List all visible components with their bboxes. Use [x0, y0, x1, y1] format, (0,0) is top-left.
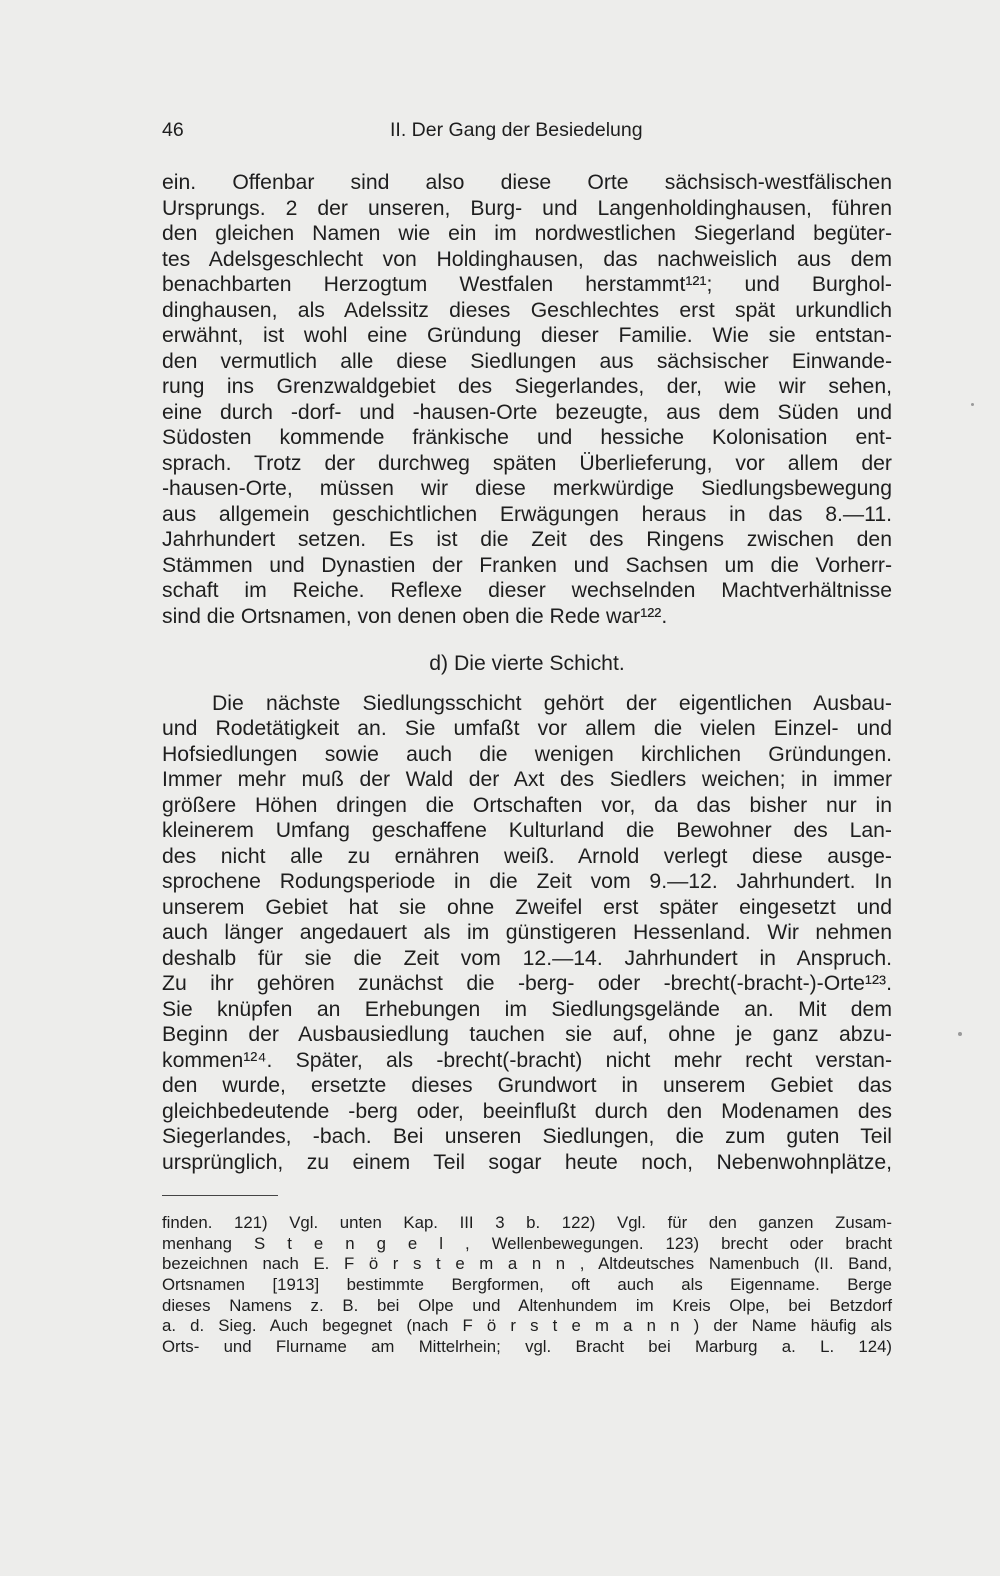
- text-line: Sie knüpfen an Erhebungen im Siedlungsgelände an. Mit dem: [162, 997, 892, 1021]
- running-title: II. Der Gang der Besiedelung: [390, 119, 643, 141]
- text-line: größere Höhen dringen die Ortschaften vor, da das bisher nur in: [162, 793, 892, 817]
- text-line: unserem Gebiet hat sie ohne Zweifel erst später eingesetzt und: [162, 895, 892, 919]
- text-line: des nicht alle zu ernähren weiß. Arnold verlegt diese ausge-: [162, 844, 892, 868]
- paragraph-2: [162, 691, 892, 1176]
- text-line: ein. Offenbar sind also diese Orte sächsisch-westfälischen: [162, 171, 892, 194]
- text-line: -hausen-Orte, müssen wir diese merkwürdige Siedlungsbewegung: [162, 477, 892, 500]
- text-line: Jahrhundert setzen. Es ist die Zeit des Ringens zwischen den: [162, 528, 892, 551]
- text-line: Immer mehr muß der Wald der Axt des Siedlers weichen; in immer: [162, 768, 892, 791]
- text-line: sind die Ortsnamen, von denen oben die Rede war¹²².: [162, 604, 668, 628]
- section-heading: d) Die vierte Schicht.: [429, 652, 625, 675]
- text-line: tes Adelsgeschlecht von Holdinghausen, das nachweislich aus dem: [162, 247, 892, 271]
- text-line: kleinerem Umfang geschaffene Kulturland die Bewohner des Lan-: [162, 819, 892, 842]
- text-line: den wurde, ersetzte dieses Grundwort in unserem Gebiet das: [162, 1074, 892, 1097]
- body-text: [162, 170, 892, 1175]
- footnote-line: Ortsnamen [1913] bestimmte Bergformen, oft auch als Eigenname. Berge: [162, 1275, 892, 1295]
- paper-speck: [971, 403, 974, 406]
- text-line: Beginn der Ausbausiedlung tauchen sie auf, ohne je ganz abzu-: [162, 1023, 892, 1046]
- text-line: sprochene Rodungsperiode in die Zeit vom 9.—12. Jahrhundert. In: [162, 870, 892, 893]
- text-line: eine durch -dorf- und -hausen-Orte bezeugte, aus dem Süden und: [162, 400, 892, 424]
- paper-speck: [958, 1032, 962, 1036]
- text-line: dinghausen, als Adelssitz dieses Geschlechtes erst spät urkundlich: [162, 298, 892, 322]
- text-line: Südosten kommende fränkische und hessiche Kolonisation ent-: [162, 426, 892, 449]
- text-line: sprach. Trotz der durchweg späten Überlieferung, vor allem der: [162, 451, 892, 475]
- text-line: deshalb für sie die Zeit vom 12.—14. Jahrhundert in Anspruch.: [162, 946, 892, 970]
- footnotes: [162, 1213, 892, 1358]
- footnote-line: menhang S t e n g e l , Wellenbewegungen. 123) brecht oder bracht: [162, 1233, 892, 1253]
- footnote-line: a. d. Sieg. Auch begegnet (nach F ö r s t e m a n n ) der Name häufig als: [162, 1316, 892, 1336]
- footnote-line: Orts- und Flurname am Mittelrhein; vgl. Bracht bei Marburg a. L. 124): [162, 1337, 892, 1357]
- text-line: schaft im Reiche. Reflexe dieser wechselnden Machtverhältnisse: [162, 579, 892, 602]
- paragraph-1: [162, 170, 892, 629]
- text-line: Siegerlandes, -bach. Bei unseren Siedlungen, die zum guten Teil: [162, 1125, 892, 1148]
- text-line: aus allgemein geschichtlichen Erwägungen heraus in das 8.—11.: [162, 502, 892, 526]
- text-line: Hofsiedlungen sowie auch die wenigen kirchlichen Gründungen.: [162, 742, 892, 766]
- text-line: Zu ihr gehören zunächst die -berg- oder -brecht(-bracht-)-Orte¹²³.: [162, 972, 892, 995]
- text-line: kommen¹²⁴. Später, als -brecht(-bracht) nicht mehr recht verstan-: [162, 1048, 892, 1072]
- text-line: ursprünglich, zu einem Teil sogar heute noch, Nebenwohnplätze,: [162, 1150, 892, 1174]
- footnote-line: dieses Namens z. B. bei Olpe und Altenhundem im Kreis Olpe, bei Betzdorf: [162, 1295, 892, 1315]
- footnote-line: finden. 121) Vgl. unten Kap. III 3 b. 122) Vgl. für den ganzen Zusam-: [162, 1213, 892, 1232]
- page-header: [162, 119, 892, 147]
- footnote-line: bezeichnen nach E. F ö r s t e m a n n , Altdeutsches Namenbuch (II. Band,: [162, 1254, 892, 1274]
- page-number: 46: [162, 119, 184, 141]
- text-line: auch länger angedauert als im günstigeren Hessenland. Wir nehmen: [162, 921, 892, 944]
- text-line: und Rodetätigkeit an. Sie umfaßt vor allem die vielen Einzel- und: [162, 717, 892, 740]
- text-line: Die nächste Siedlungsschicht gehört der eigentlichen Ausbau-: [212, 691, 892, 715]
- text-line: gleichbedeutende -berg oder, beeinflußt durch den Modenamen des: [162, 1099, 892, 1123]
- text-line: benachbarten Herzogtum Westfalen herstammt¹²¹; und Burghol-: [162, 273, 892, 296]
- text-line: den vermutlich alle diese Siedlungen aus sächsischer Einwande-: [162, 349, 892, 373]
- text-line: Ursprungs. 2 der unseren, Burg- und Langenholdinghausen, führen: [162, 196, 892, 220]
- text-line: Stämmen und Dynastien der Franken und Sachsen um die Vorherr-: [162, 553, 892, 577]
- text-line: rung ins Grenzwaldgebiet des Siegerlandes, der, wie wir sehen,: [162, 375, 892, 398]
- text-line: den gleichen Namen wie ein im nordwestlichen Siegerland begüter-: [162, 222, 892, 245]
- footnote-rule: [162, 1195, 278, 1196]
- text-line: erwähnt, ist wohl eine Gründung dieser Familie. Wie sie entstan-: [162, 324, 892, 347]
